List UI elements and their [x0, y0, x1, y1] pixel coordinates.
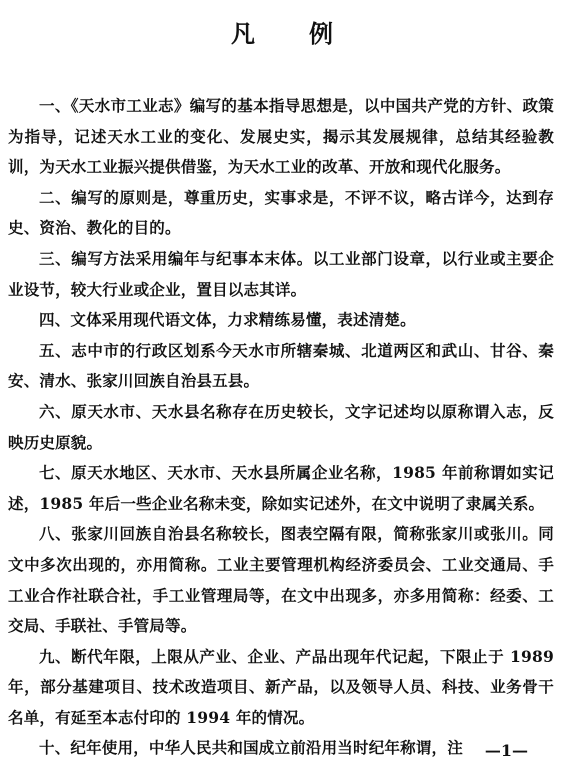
- paragraph-9: 九、断代年限，上限从产业、企业、产品出现年代记起，下限止于 1989 年，部分基建项目、技术改造项目、新产品，以及领导人员、科技、业务骨干名单，有延至本志付印的 1994 年的情况。: [8, 646, 554, 727]
- page-number: —1—: [484, 741, 528, 760]
- paragraph-6: 六、原天水市、天水县名称存在历史较长，文字记述均以原称谓入志，反映历史原貌。: [8, 401, 554, 452]
- page-title: [0, 14, 566, 49]
- paragraph-8: 八、张家川回族自治县名称较长，图表空隔有限，简称张家川或张川。同文中多次出现的，亦用简称。工业主要管理机构经济委员会、工业交通局、手工业合作社联合社，手工业管理局等，在文中出现多，亦多用简称：经委、工交局、手联社、手管局等。: [8, 524, 554, 636]
- paragraph-7: 七、原天水地区、天水市、天水县所属企业名称，1985 年前称谓如实记述，1985 年后一些企业名称未变，除如实记述外，在文中说明了隶属关系。: [8, 463, 554, 513]
- title-char-1: 凡: [231, 19, 257, 48]
- paragraph-4: 四、文体采用现代语文体，力求精练易懂，表述清楚。: [39, 310, 416, 330]
- paragraph-10: 十、纪年使用，中华人民共和国成立前沿用当时纪年称谓，注: [39, 738, 463, 758]
- paragraph-2: 二、编写的原则是，尊重历史，实事求是，不评不议，略古详今，达到存史、资治、教化的目的。: [8, 187, 554, 238]
- paragraph-3: 三、编写方法采用编年与纪事本末体。以工业部门设章，以行业或主要企业设节，较大行业或企业，置目以志其详。: [8, 248, 554, 299]
- body-text: [8, 91, 554, 764]
- paragraph-5: 五、志中市的行政区划系今天水市所辖秦城、北道两区和武山、甘谷、秦安、清水、张家川回族自治县五县。: [8, 340, 554, 391]
- title-char-2: 例: [309, 19, 335, 48]
- paragraph-1: 一、《天水市工业志》编写的基本指导思想是，以中国共产党的方针、政策为指导，记述天水工业的变化、发展史实，揭示其发展规律，总结其经验教训，为天水工业振兴提供借鉴，为天水工业的改革、开放和现代化服务。: [8, 96, 554, 177]
